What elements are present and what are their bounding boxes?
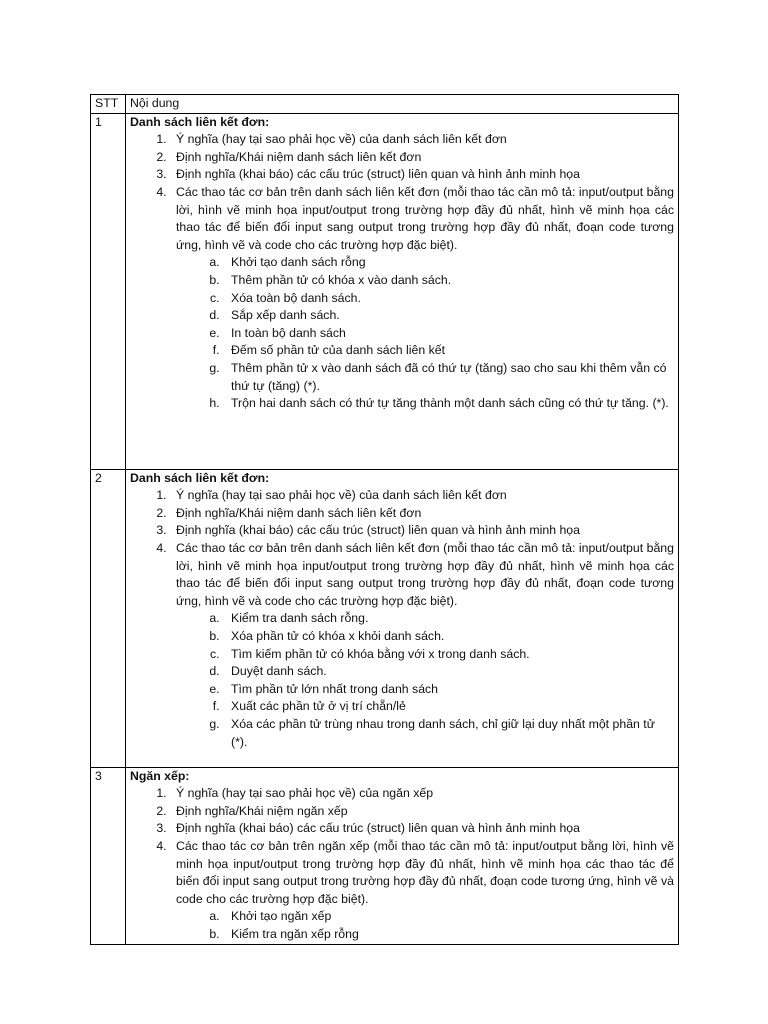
sub-list-item: a. Kiểm tra danh sách rỗng. xyxy=(223,610,674,628)
content-table xyxy=(90,94,679,945)
sub-list-item: d. Duyệt danh sách. xyxy=(223,663,674,681)
list-item: 3. Định nghĩa (khai báo) các cấu trúc (struct) liên quan và hình ảnh minh họa xyxy=(170,522,674,540)
sub-list-item: b. Thêm phần tử có khóa x vào danh sách. xyxy=(223,272,674,290)
header-stt: STT xyxy=(91,95,126,114)
list-item xyxy=(170,838,674,944)
row-content xyxy=(126,469,679,767)
row-number: 3 xyxy=(91,767,126,944)
table-row xyxy=(91,767,679,944)
header-content: Nội dung xyxy=(126,95,679,114)
table-row xyxy=(91,113,679,469)
list-item-text: 4. Các thao tác cơ bản trên danh sách liên kết đơn (mỗi thao tác cần mô tả: input/output bằng lời, hình vẽ minh họa input/output trong trường hợp đầy đủ nhất, hình vẽ minh họa các thao tác để biến đổi input sang output trong trường hợp đầy đủ nhất, đoạn code tương ứng, hình vẽ và code cho các trường hợp đặc biệt). xyxy=(176,540,674,608)
sub-list-item: g. Thêm phần tử x vào danh sách đã có thứ tự (tăng) sao cho sau khi thêm vẫn có thứ tự (tăng) (*). xyxy=(223,360,674,395)
lettered-list xyxy=(176,908,674,943)
section-title: Danh sách liên kết đơn: xyxy=(130,114,270,129)
sub-list-item: c. Tìm kiếm phần tử có khóa bằng với x trong danh sách. xyxy=(223,646,674,664)
sub-list-item: b. Xóa phần tử có khóa x khỏi danh sách. xyxy=(223,628,674,646)
sub-list-item: d. Sắp xếp danh sách. xyxy=(223,307,674,325)
list-item xyxy=(170,184,674,413)
list-item: 2. Định nghĩa/Khái niệm ngăn xếp xyxy=(170,803,674,821)
sub-list-item: a. Khởi tạo danh sách rỗng xyxy=(223,254,674,272)
sub-list-item: b. Kiểm tra ngăn xếp rỗng xyxy=(223,926,674,944)
sub-list-item: e. In toàn bộ danh sách xyxy=(223,325,674,343)
list-item: 1. Ý nghĩa (hay tại sao phải học về) của ngăn xếp xyxy=(170,785,674,803)
list-item: 1. Ý nghĩa (hay tại sao phải học về) của danh sách liên kết đơn xyxy=(170,131,674,149)
sub-list-item: a. Khởi tạo ngăn xếp xyxy=(223,908,674,926)
list-item: 3. Định nghĩa (khai báo) các cấu trúc (struct) liên quan và hình ảnh minh họa xyxy=(170,820,674,838)
sub-list-item: g. Xóa các phần tử trùng nhau trong danh sách, chỉ giữ lại duy nhất một phần tử (*). xyxy=(223,716,674,751)
sub-list-item: e. Tìm phần tử lớn nhất trong danh sách xyxy=(223,681,674,699)
section-title: Danh sách liên kết đơn: xyxy=(130,470,270,485)
sub-list-item: f. Đếm số phần tử của danh sách liên kết xyxy=(223,342,674,360)
row-content xyxy=(126,113,679,469)
row-number: 1 xyxy=(91,113,126,469)
list-item: 2. Định nghĩa/Khái niệm danh sách liên kết đơn xyxy=(170,149,674,167)
row-number: 2 xyxy=(91,469,126,767)
list-item-text: 4. Các thao tác cơ bản trên ngăn xếp (mỗi thao tác cần mô tả: input/output bằng lời, hình vẽ minh họa input/output trong trường hợp đầy đủ nhất, hình vẽ minh họa các thao tác để biến đổi input sang output trong trường hợp đầy đủ nhất, đoạn code tương ứng, hình vẽ và code cho các trường hợp đặc biệt). xyxy=(176,838,674,906)
row-content xyxy=(126,767,679,944)
list-item: 1. Ý nghĩa (hay tại sao phải học về) của danh sách liên kết đơn xyxy=(170,487,674,505)
section-title: Ngăn xếp: xyxy=(130,768,190,783)
list-item: 3. Định nghĩa (khai báo) các cấu trúc (struct) liên quan và hình ảnh minh họa xyxy=(170,166,674,184)
table-header-row xyxy=(91,95,679,114)
numbered-list xyxy=(130,131,674,413)
list-item xyxy=(170,540,674,751)
lettered-list xyxy=(176,254,674,412)
numbered-list xyxy=(130,785,674,943)
list-item: 2. Định nghĩa/Khái niệm danh sách liên kết đơn xyxy=(170,505,674,523)
sub-list-item: c. Xóa toàn bộ danh sách. xyxy=(223,290,674,308)
sub-list-item: f. Xuất các phần tử ở vị trí chẵn/lẻ xyxy=(223,698,674,716)
list-item-text: 4. Các thao tác cơ bản trên danh sách liên kết đơn (mỗi thao tác cần mô tả: input/output bằng lời, hình vẽ minh họa input/output trong trường hợp đầy đủ nhất, hình vẽ minh họa các thao tác để biến đổi input sang output trong trường hợp đầy đủ nhất, đoạn code tương ứng, hình vẽ và code cho các trường hợp đặc biệt). xyxy=(176,184,674,252)
sub-list-item: h. Trộn hai danh sách có thứ tự tăng thành một danh sách cũng có thứ tự tăng. (*). xyxy=(223,395,674,413)
table-row xyxy=(91,469,679,767)
numbered-list xyxy=(130,487,674,751)
lettered-list xyxy=(176,610,674,751)
